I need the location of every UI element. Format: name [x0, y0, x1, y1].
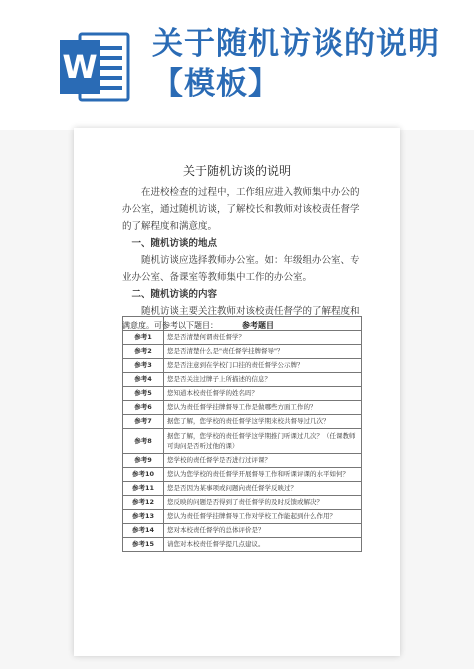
table-row: [123, 482, 362, 496]
question-number: 参考11: [123, 482, 164, 496]
question-text: 您认为责任督学挂牌督导工作是做哪些方面工作的？: [164, 401, 362, 415]
section2-heading: 二、随机访谈的内容: [131, 289, 218, 300]
table-row: [123, 524, 362, 538]
question-text: 据您了解，您学校的责任督学这学期推门听课过几次？（任课教师可询问是否听过他的课）: [164, 429, 362, 454]
question-text: 请您对本校责任督学提几点建议。: [164, 538, 362, 552]
question-text: 您是否关注过牌子上所描述的信息？: [164, 373, 362, 387]
banner: [0, 0, 474, 130]
question-number: 参考9: [123, 454, 164, 468]
question-text: 您知道本校责任督学的姓名吗？: [164, 387, 362, 401]
section1-body: 随机访谈应选择教师办公室。如：年级组办公室、专业办公室、备课室等教师集中工作的办公室。: [122, 255, 360, 283]
table-row: [123, 387, 362, 401]
document-title: 关于随机访谈的说明: [182, 164, 291, 178]
table-row: [123, 538, 362, 552]
question-text: 您认为责任督学挂牌督导工作对学校工作能起到什么作用？: [164, 510, 362, 524]
question-number: 参考3: [123, 359, 164, 373]
question-text: 您学校的责任督学是否进行过评课？: [164, 454, 362, 468]
table-row: [123, 401, 362, 415]
question-number: 参考15: [123, 538, 164, 552]
section1-heading: 一、随机访谈的地点: [131, 238, 218, 249]
overlap-text: 满意度。可参考以下题目：: [122, 321, 218, 330]
question-text: 您对本校责任督学的总体评价是？: [164, 524, 362, 538]
question-text: 据您了解，您学校的责任督学这学期来校共督导过几次？: [164, 415, 362, 429]
table-row: [123, 331, 362, 345]
question-number: 参考6: [123, 401, 164, 415]
question-number: 参考8: [123, 429, 164, 454]
question-text: 您是否清楚什么是"责任督学挂牌督导"？: [164, 345, 362, 359]
question-number: 参考10: [123, 468, 164, 482]
word-document-icon: [58, 28, 132, 106]
table-row: [123, 454, 362, 468]
table-row: [123, 345, 362, 359]
question-text: 您是否注意到在学校门口挂的责任督学公示牌？: [164, 359, 362, 373]
question-number: 参考1: [123, 331, 164, 345]
question-text: 您是否因为某事项或问题向责任督学反映过？: [164, 482, 362, 496]
question-text: 您认为您学校的责任督学开展督导工作和听课评课的水平如何？: [164, 468, 362, 482]
question-number: 参考14: [123, 524, 164, 538]
question-number: 参考2: [123, 345, 164, 359]
table-row: [123, 373, 362, 387]
question-number: 参考7: [123, 415, 164, 429]
table-row: [123, 429, 362, 454]
question-text: 您是否清楚何谓责任督学？: [164, 331, 362, 345]
table-row: [123, 510, 362, 524]
banner-title: 关于随机访谈的说明【模板】: [152, 26, 440, 102]
table-row: [123, 415, 362, 429]
question-number: 参考5: [123, 387, 164, 401]
table-header: 参考题目: [242, 321, 274, 330]
question-number: 参考13: [123, 510, 164, 524]
table-row: [123, 359, 362, 373]
question-number: 参考12: [123, 496, 164, 510]
intro-paragraph: 在进校检查的过程中，工作组应进入教师集中办公的办公室，通过随机访谈，了解校长和教师对该校责任督学的了解程度和满意度。: [122, 187, 360, 232]
question-text: 您反映的问题是否得到了责任督学的及时反馈或解决？: [164, 496, 362, 510]
document-page: [74, 128, 400, 656]
svg-text:W: W: [62, 48, 98, 86]
table-row: [123, 496, 362, 510]
table-row: [123, 468, 362, 482]
section2-body: 随机访谈主要关注教师对该校责任督学的了解程度和: [141, 306, 360, 317]
question-number: 参考4: [123, 373, 164, 387]
